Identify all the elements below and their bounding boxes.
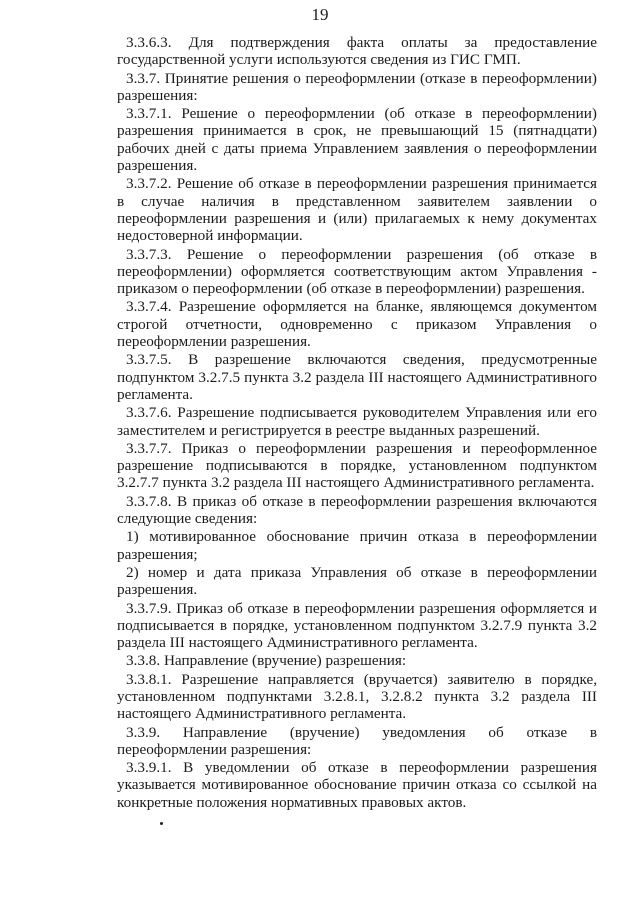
paragraph-3-3-7-3: 3.3.7.3. Решение о переоформлении разрешения (об отказе в переоформлении) оформляется соответствующим актом Управления - приказом о переоформлении (об отказе в переоформлении) разрешения.: [117, 245, 597, 298]
document-body: [117, 34, 597, 812]
list-item-1: 1) мотивированное обоснование причин отказа в переоформлении разрешения;: [117, 528, 597, 563]
paragraph-3-3-7-1: 3.3.7.1. Решение о переоформлении (об отказе в переоформлении) разрешения принимается в срок, не превышающий 15 (пятнадцати) рабочих дней с даты приема Управлением заявления о переоформлении разрешения.: [117, 105, 597, 175]
paragraph-3-3-7-4: 3.3.7.4. Разрешение оформляется на бланке, являющемся документом строгой отчетности, одновременно с приказом Управления о переоформлении разрешения.: [117, 298, 597, 351]
paragraph-3-3-7-8: 3.3.7.8. В приказ об отказе в переоформлении разрешения включаются следующие сведения:: [117, 492, 597, 528]
paragraph-3-3-7-2: 3.3.7.2. Решение об отказе в переоформлении разрешения принимается в случае наличия в представленном заявителем заявлении о переоформлении разрешения и (или) прилагаемых к нему документах недостоверной информации.: [117, 175, 597, 245]
scan-speck: [160, 822, 163, 825]
paragraph-3-3-7-6: 3.3.7.6. Разрешение подписывается руководителем Управления или его заместителем и регистрируется в реестре выданных разрешений.: [117, 404, 597, 439]
paragraph-3-3-9: 3.3.9. Направление (вручение) уведомления об отказе в переоформлении разрешения:: [117, 723, 597, 758]
paragraph-3-3-7-5: 3.3.7.5. В разрешение включаются сведения, предусмотренные подпунктом 3.2.7.5 пункта 3.2 раздела III настоящего Административного регламента.: [117, 351, 597, 403]
page-number: 19: [311, 5, 329, 24]
paragraph-3-3-7-9: 3.3.7.9. Приказ об отказе в переоформлении разрешения оформляется и подписывается в порядке, установленном подпунктом 3.2.7.9 пункта 3.2 раздела III настоящего Административного регламента.: [117, 599, 597, 652]
paragraph-3-3-8-1: 3.3.8.1. Разрешение направляется (вручается) заявителю в порядке, установленном подпунктами 3.2.8.1, 3.2.8.2 пункта 3.2 раздела III настоящего Административного регламента.: [117, 670, 597, 723]
list-item-2: 2) номер и дата приказа Управления об отказе в переоформлении разрешения.: [117, 563, 597, 599]
paragraph-3-3-7: 3.3.7. Принятие решения о переоформлении (отказе в переоформлении) разрешения:: [117, 69, 597, 104]
paragraph-3-3-8: 3.3.8. Направление (вручение) разрешения:: [126, 652, 407, 670]
paragraph-3-3-7-7: 3.3.7.7. Приказ о переоформлении разрешения и переоформленное разрешение подписываются в порядке, установленном подпунктом 3.2.7.7 пункта 3.2 раздела III настоящего Административного регламента.: [117, 439, 597, 492]
paragraph-3-3-6-3: 3.3.6.3. Для подтверждения факта оплаты за предоставление государственной услуги используются сведения из ГИС ГМП.: [117, 34, 597, 69]
paragraph-3-3-9-1: 3.3.9.1. В уведомлении об отказе в переоформлении разрешения указывается мотивированное обоснование причин отказа со ссылкой на конкретные положения нормативных правовых актов.: [117, 759, 597, 811]
